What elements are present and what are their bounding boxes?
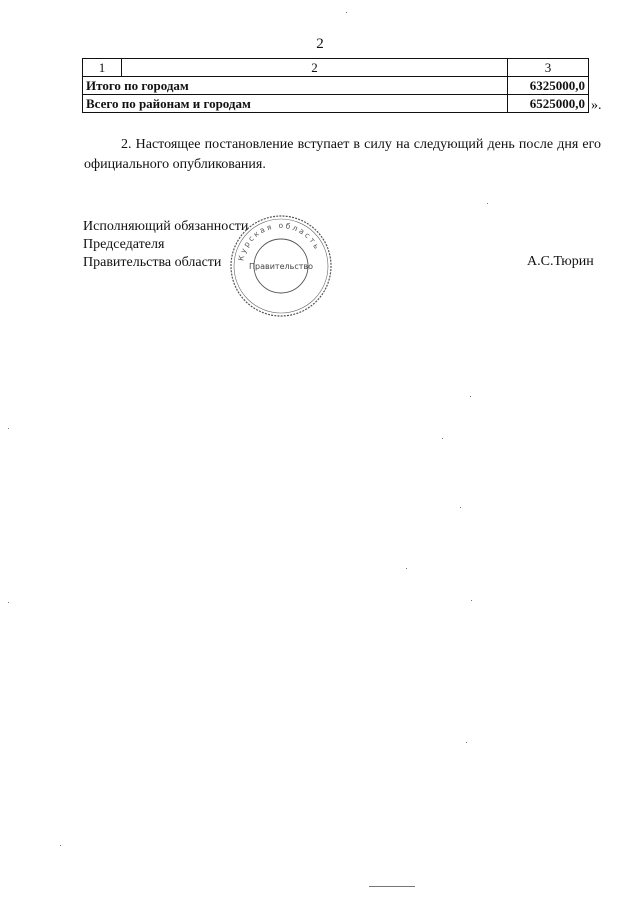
row-value-total: 6525000,0: [508, 95, 589, 113]
summary-table: [82, 58, 589, 113]
table-row: [83, 95, 589, 113]
row-label-total: Всего по районам и городам: [83, 95, 508, 113]
scan-speck: [346, 12, 347, 13]
scan-speck: [406, 568, 407, 569]
scan-speck: [442, 438, 443, 439]
table-header-row: [83, 59, 589, 77]
signatory-line-1: Исполняющий обязанности: [83, 219, 249, 234]
scan-speck: [60, 845, 61, 846]
scan-speck: [369, 886, 415, 887]
scan-speck: [8, 428, 9, 429]
scan-speck: [466, 742, 467, 743]
scan-speck: [471, 600, 472, 601]
page-number: 2: [316, 36, 324, 52]
signatory-line-2: Председателя: [83, 237, 165, 252]
svg-text:Курская область: [236, 221, 322, 262]
signatory-line-3: Правительства области: [83, 255, 222, 270]
closing-quote: ».: [591, 98, 602, 113]
table-header-cell: 2: [122, 59, 508, 77]
effective-date-paragraph: 2. Настоящее постановление вступает в силу на следующий день после дня его официального опубликования.: [84, 137, 601, 172]
table-header-cell: 1: [83, 59, 122, 77]
seal-ring-text: Курская область: [236, 220, 323, 262]
seal-center-text: Правительство: [249, 262, 313, 271]
scan-speck: [470, 396, 471, 397]
row-label-cities: Итого по городам: [83, 77, 508, 95]
table-header-cell: 3: [508, 59, 589, 77]
scan-speck: [487, 203, 488, 204]
row-value-cities: 6325000,0: [508, 77, 589, 95]
scan-speck: [460, 507, 461, 508]
table-row: [83, 77, 589, 95]
official-seal-stamp: [229, 214, 333, 318]
scan-speck: [8, 602, 9, 603]
signatory-block: [83, 218, 248, 272]
signatory-name: А.С.Тюрин: [527, 254, 594, 269]
